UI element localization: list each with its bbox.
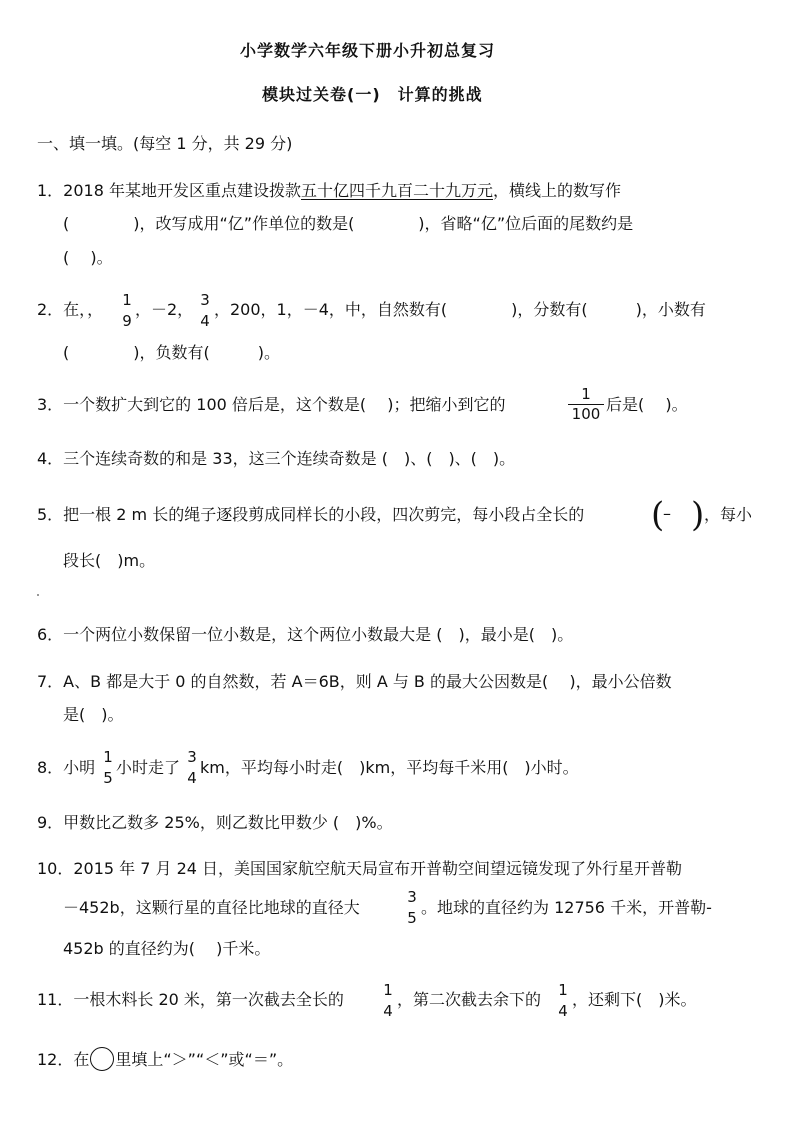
q7-line2: 是( )。 — [63, 705, 124, 724]
q11-fraction-2 — [556, 982, 570, 1020]
q8-text-a: 8．小明 — [37, 758, 96, 777]
page-subtitle: 模块过关卷(一) 计算的挑战 — [262, 85, 483, 104]
q2-fraction-3-4 — [198, 292, 212, 330]
q10-fraction-3-5 — [405, 889, 419, 927]
q3-text-b: 后是( )。 — [606, 395, 688, 414]
q5-line2: 段长( )m。 — [63, 551, 156, 570]
q3-frac-num: 1 — [581, 385, 591, 403]
q2-line2: ( )，负数有( )。 — [63, 343, 280, 362]
q1-line3: ( )。 — [63, 248, 113, 267]
q8-frac2-num: 3 — [187, 748, 197, 766]
q1-text-b: ，横线上的数写作 — [493, 181, 622, 200]
q1-text-a: 1．2018 年某地开发区重点建设拨款 — [37, 181, 301, 200]
q11-text-a: 11．一根木料长 20 米，第一次截去全长的 — [37, 990, 344, 1009]
q10-frac-den: 5 — [407, 909, 417, 927]
q5-text-b: ，每小 — [704, 505, 753, 524]
q11-frac1-num: 1 — [383, 981, 393, 999]
q1-line1 — [37, 180, 621, 202]
q2-text-b: ，－2， — [135, 300, 194, 319]
q2-frac2-num: 3 — [200, 291, 210, 309]
q2-text-c: ，200，1，－4，中，自然数有( )，分数有( )，小数有 — [214, 300, 706, 319]
q10-text-b: 。地球的直径约为 12756 千米，开普勒- — [421, 898, 712, 917]
q12-text-a: 12．在 — [37, 1050, 90, 1069]
q10-line1: 10．2015 年 7 月 24 日，美国国家航空航天局宣布开普勒空间望远镜发现了外行星开普勒 — [37, 859, 683, 878]
q11-frac2-den: 4 — [558, 1002, 568, 1020]
q8-text-b: 小时走了 — [116, 758, 181, 777]
q11-frac2-num: 1 — [558, 981, 568, 999]
q1-underlined-amount: 五十亿四千九百二十九万元 — [301, 181, 494, 200]
q2-frac2-den: 4 — [200, 312, 210, 330]
q11-text-b: ，第二次截去余下的 — [397, 990, 542, 1009]
q11-frac1-den: 4 — [383, 1002, 393, 1020]
q3-fraction — [568, 386, 604, 423]
q5-fraction-paren-left: ( — [651, 495, 665, 535]
q7-line1: 7．A、B 都是大于 0 的自然数，若 A＝6B，则 A 与 B 的最大公因数是( )，最小公倍数 — [37, 672, 672, 691]
q12-text-b: 里填上“＞”“＜”或“＝”。 — [115, 1050, 294, 1069]
q3-text-a: 3．一个数扩大到它的 100 倍后是，这个数是( )；把缩小到它的 — [37, 395, 506, 414]
q4-text: 4．三个连续奇数的和是 33，这三个连续奇数是 ( )、( )、( )。 — [37, 449, 516, 468]
q8-text-c: km，平均每小时走( )km，平均每千米用( )小时。 — [200, 758, 579, 777]
q2-frac1-den: 9 — [122, 312, 132, 330]
q5-text-a: 5．把一根 2 m 长的绳子逐段剪成同样长的小段，四次剪完，每小段占全长的 — [37, 505, 585, 524]
q5-fraction-dash: – — [663, 504, 671, 523]
q2-fraction-1-9 — [120, 292, 134, 330]
q2-frac1-num: 1 — [122, 291, 132, 309]
q10-text-a: －452b，这颗行星的直径比地球的直径大 — [63, 898, 360, 917]
section-heading: 一、填一填。(每空 1 分，共 29 分) — [37, 134, 293, 153]
q11-fraction-1 — [381, 982, 395, 1020]
q10-frac-num: 3 — [407, 888, 417, 906]
q3-frac-den: 100 — [571, 405, 601, 423]
q1-line2: ( )，改写成用“亿”作单位的数是( )，省略“亿”位后面的尾数约是 — [63, 214, 634, 233]
q12-line — [37, 1047, 293, 1071]
q8-frac2-den: 4 — [187, 769, 197, 787]
q5-fraction-paren-right: ) — [691, 495, 705, 535]
page-title: 小学数学六年级下册小升初总复习 — [240, 41, 496, 60]
q8-frac1-den: 5 — [103, 769, 113, 787]
q2-text-a: 2．在，， — [37, 300, 104, 319]
answer-circle-icon — [90, 1047, 114, 1071]
q11-text-c: ，还剩下( )米。 — [572, 990, 697, 1009]
q10-line3: 452b 的直径约为( )千米。 — [63, 939, 271, 958]
q8-fraction-3-4 — [185, 749, 199, 787]
q8-frac1-num: 1 — [103, 748, 113, 766]
q9-text: 9．甲数比乙数多 25%，则乙数比甲数少 ( )%。 — [37, 813, 393, 832]
q6-text: 6．一个两位小数保留一位小数是，这个两位小数最大是 ( )，最小是( )。 — [37, 625, 574, 644]
q8-fraction-1-5 — [101, 749, 115, 787]
stray-dot — [37, 594, 39, 596]
